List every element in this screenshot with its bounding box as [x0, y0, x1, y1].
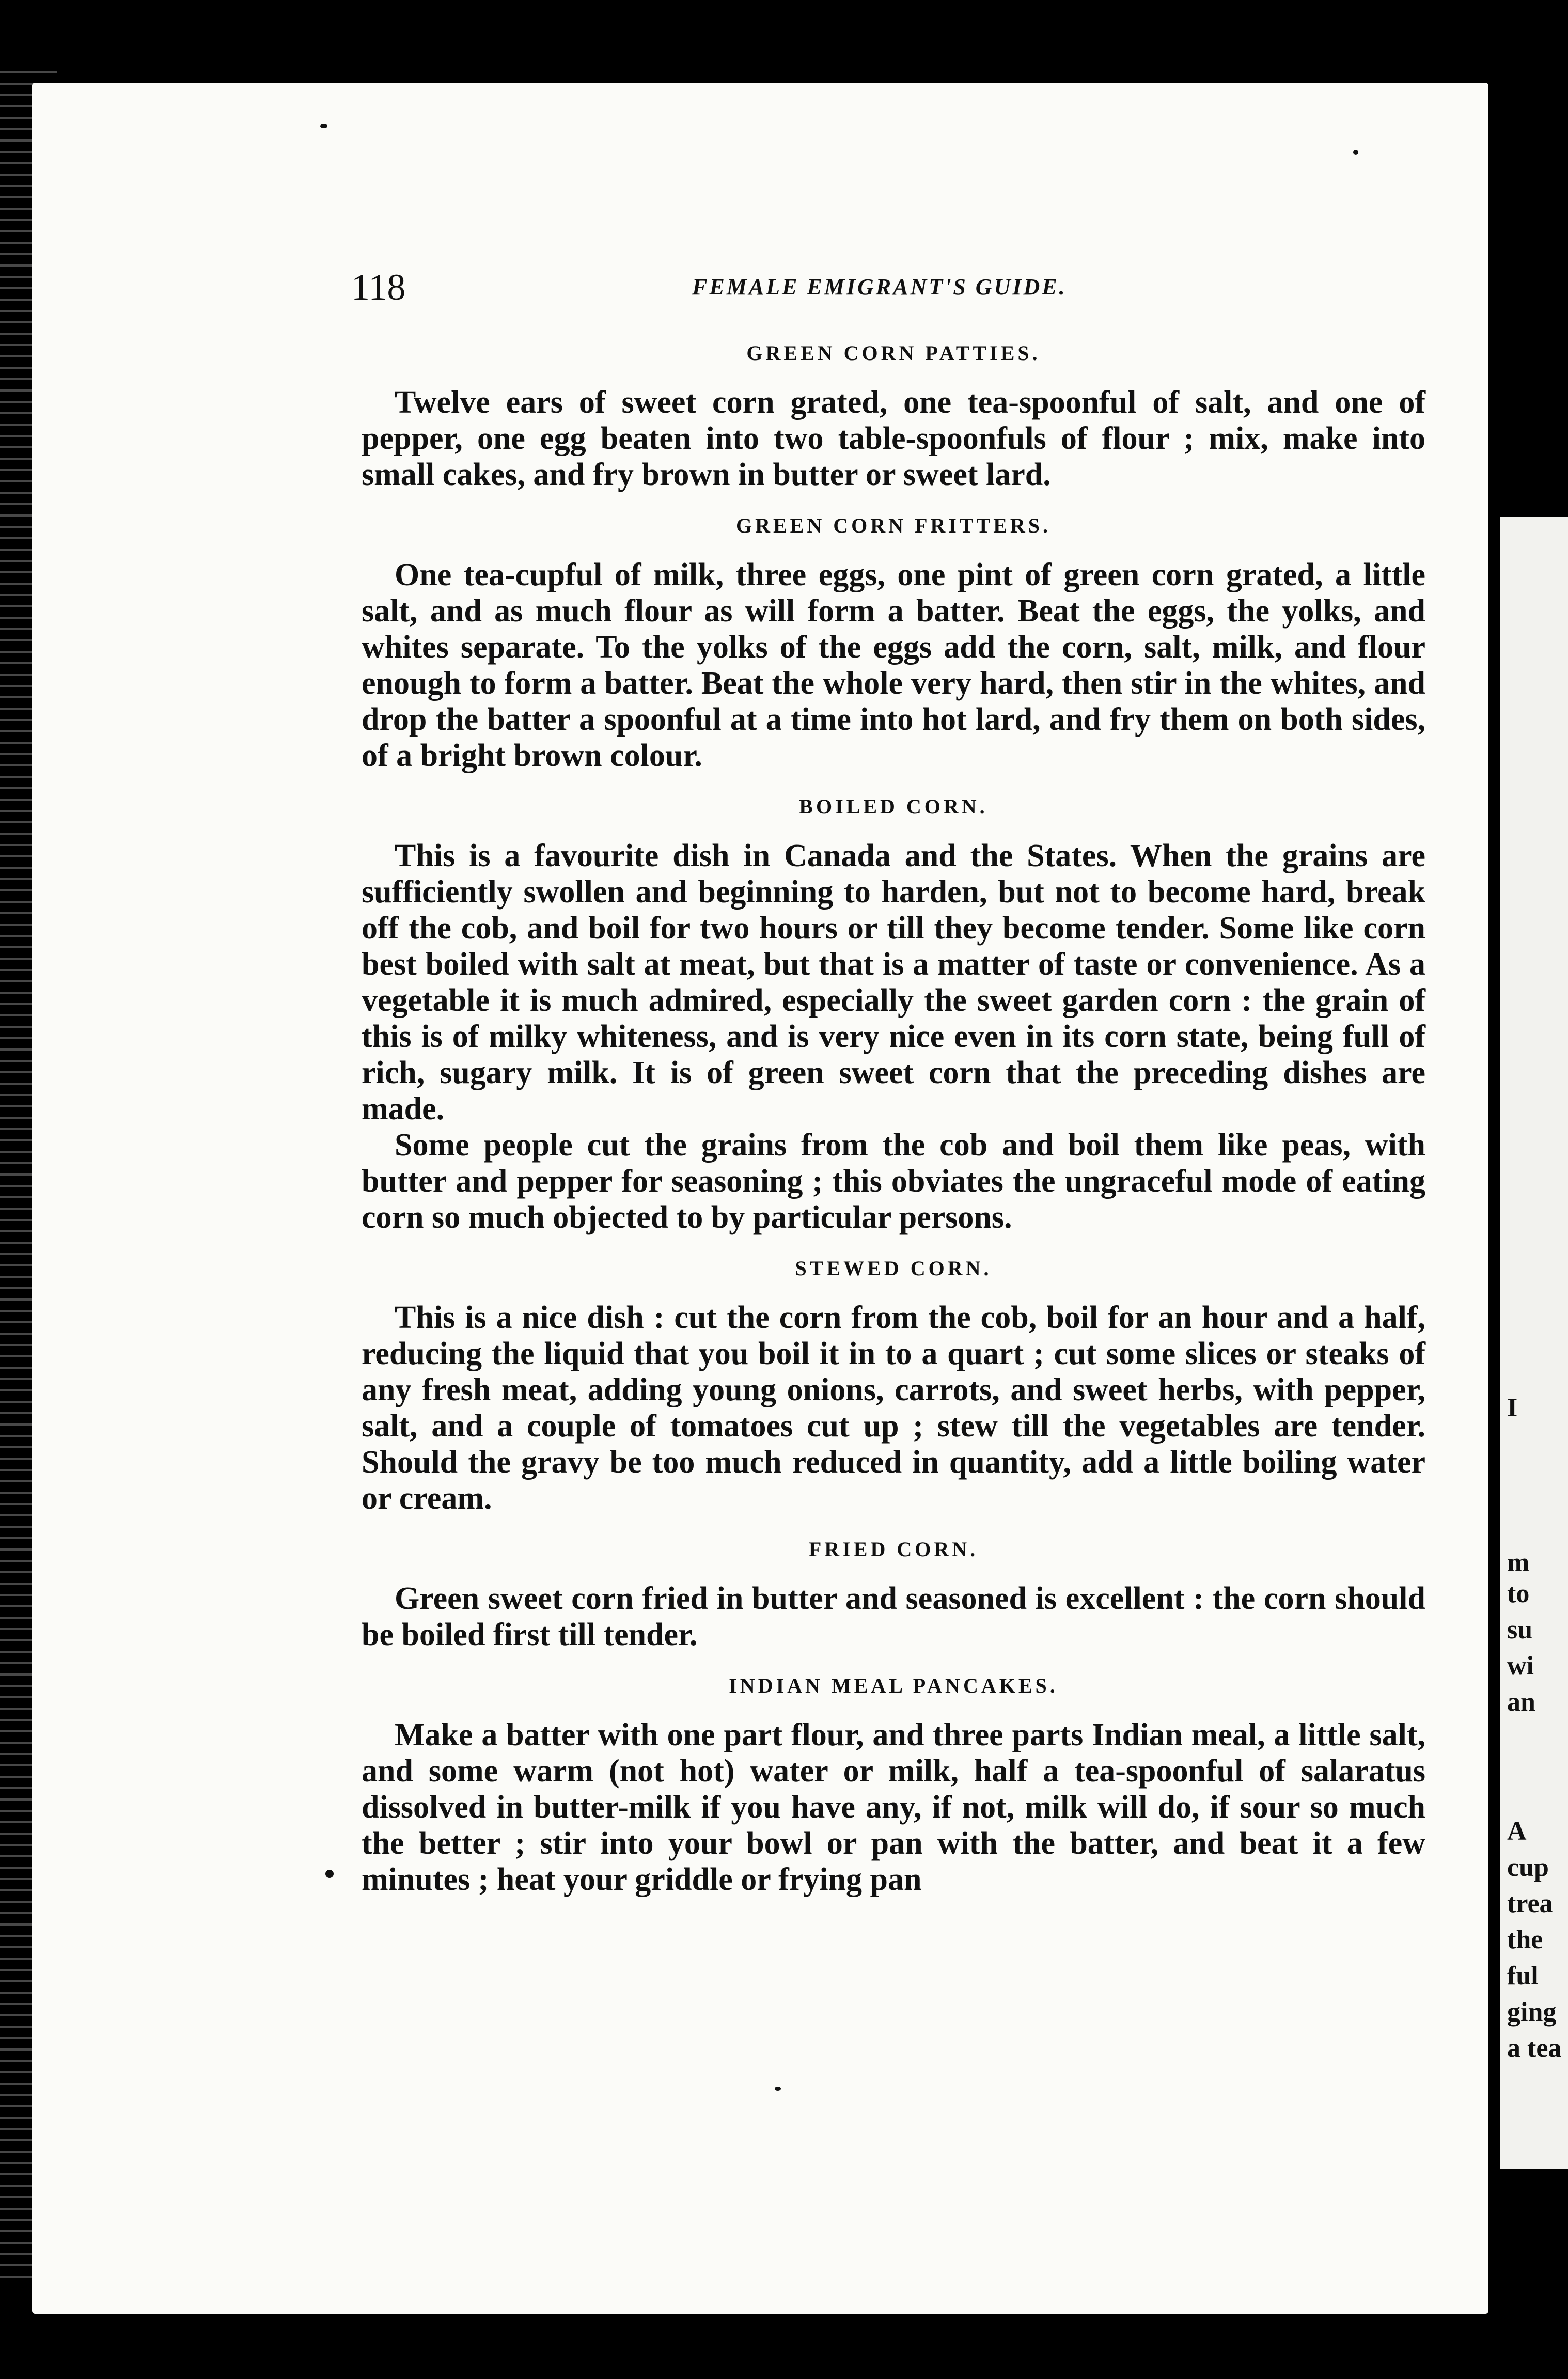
page-body: [362, 341, 1425, 1898]
section-title: STEWED CORN.: [795, 1257, 992, 1280]
paragraph: This is a nice dish : cut the corn from the cob, boil for an hour and a half, reducing the liquid that you boil it in to a quart ; cut some slices or steaks of any fresh meat, adding young onions, carrots, and sweet herbs, with pepper, salt, and a couple of tomatoes cut up ; stew till the vegetables are tender. Should the gravy be too much reduced in quantity, add a little boiling water or cream.: [362, 1300, 1425, 1516]
next-page-fragment: ging: [1507, 1997, 1557, 2027]
running-head: FEMALE EMIGRANT'S GUIDE.: [692, 274, 1067, 300]
paragraph: Green sweet corn fried in butter and seasoned is excellent : the corn should be boiled first till tender.: [362, 1581, 1425, 1652]
print-speck: [775, 2087, 781, 2091]
next-page-fragment: ful: [1507, 1961, 1539, 1991]
next-page-fragment: A: [1507, 1817, 1527, 1846]
next-page-fragment: the: [1507, 1925, 1543, 1954]
next-page-fragment: to: [1507, 1579, 1530, 1608]
next-page-fragment: an: [1507, 1687, 1535, 1717]
next-page-fragment: trea: [1507, 1889, 1553, 1918]
paragraph: Make a batter with one part flour, and three parts Indian meal, a little salt, and some warm (not hot) water or milk, half a tea-spoonful of salaratus dissolved in butter-milk if you have any, if not, milk will do, if sour so much the better ; stir into your bowl or pan with the batter, and beat it a few minutes ; heat your griddle or frying pan: [362, 1717, 1425, 1897]
page-header: [351, 269, 1126, 310]
paragraph: This is a favourite dish in Canada and the States. When the grains are sufficiently swollen and beginning to harden, but not to become hard, break off the cob, and boil for two hours or till they become tender. Some like corn best boiled with salt at meat, but that is a matter of taste or convenience. As a vegetable it is much admired, especially the sweet garden corn : the grain of this is of milky whiteness, and is very nice even in its corn state, being full of rich, sugary milk. It is of green sweet corn that the preceding dishes are made.: [362, 838, 1425, 1126]
next-page-fragment: wi: [1507, 1651, 1534, 1681]
next-page-fragment: a tea: [1507, 2033, 1562, 2063]
next-page-fragment: su: [1507, 1615, 1533, 1645]
section-title: FRIED CORN.: [808, 1538, 979, 1561]
paragraph: Twelve ears of sweet corn grated, one tea-spoonful of salt, and one of pepper, one egg beaten into two table-spoonfuls of flour ; mix, make into small cakes, and fry brown in butter or sweet lard.: [362, 385, 1425, 492]
next-page-fragment: I: [1507, 1393, 1518, 1422]
print-speck: [320, 124, 327, 128]
section-title: BOILED CORN.: [799, 795, 988, 818]
next-page-fragment: cup: [1507, 1853, 1549, 1882]
section-title: GREEN CORN FRITTERS.: [735, 514, 1052, 537]
page-number: 118: [351, 267, 406, 308]
section-title: GREEN CORN PATTIES.: [746, 341, 1041, 365]
print-speck: [325, 1870, 334, 1878]
print-speck: [1353, 150, 1358, 155]
section-title: INDIAN MEAL PANCAKES.: [729, 1674, 1058, 1697]
paragraph: Some people cut the grains from the cob and boil them like peas, with butter and pepper for seasoning ; this obviates the ungraceful mode of eating corn so much objected to by particular persons.: [362, 1128, 1425, 1235]
next-page-sliver: [1500, 517, 1568, 2169]
next-page-fragment: m: [1507, 1548, 1530, 1577]
paragraph: One tea-cupful of milk, three eggs, one pint of green corn grated, a little salt, and as much flour as will form a batter. Beat the eggs, the yolks, and whites separate. To the yolks of the eggs add the corn, salt, milk, and flour enough to form a batter. Beat the whole very hard, then stir in the whites, and drop the batter a spoonful at a time into hot lard, and fry them on both sides, of a bright brown colour.: [362, 557, 1425, 773]
